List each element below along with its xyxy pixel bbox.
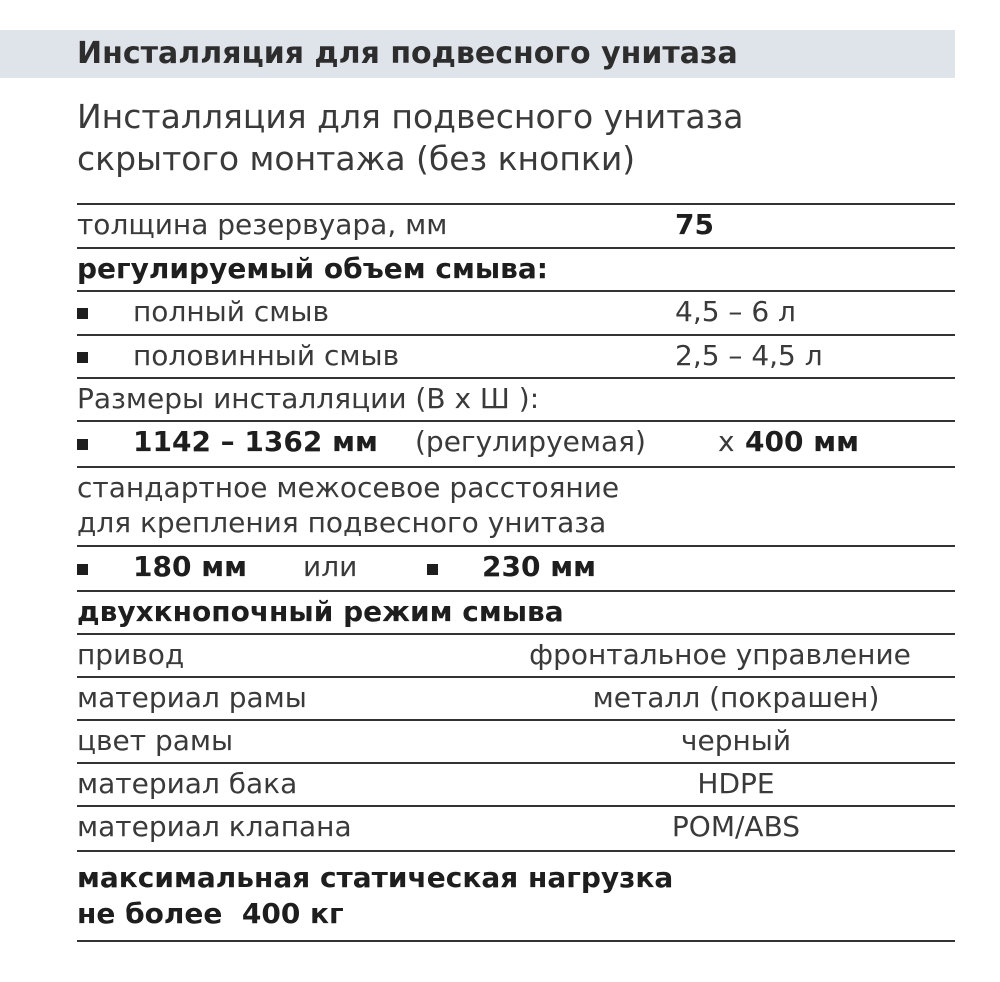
divider: [77, 590, 955, 592]
divider: [77, 545, 955, 547]
axis-distance-line-2: для крепления подвесного унитаза: [77, 506, 607, 539]
spec-value: POM/ABS: [671, 810, 801, 843]
half-flush-value: 2,5 – 4,5 л: [675, 339, 823, 372]
axis-option-230: 230 мм: [482, 550, 596, 583]
divider: [77, 762, 955, 764]
spec-value: HDPE: [697, 767, 775, 800]
dual-flush-heading: двухкнопочный режим смыва: [77, 595, 564, 628]
spec-label: материал клапана: [77, 810, 352, 843]
bullet-icon: [77, 564, 88, 575]
divider: [77, 676, 955, 678]
divider: [77, 203, 955, 205]
flush-volume-heading: регулируемый объем смыва:: [77, 252, 548, 285]
subtitle-line-2: скрытого монтажа (без кнопки): [77, 139, 636, 178]
axis-option-180: 180 мм: [133, 550, 247, 583]
subtitle-line-1: Инсталляция для подвесного унитаза: [77, 97, 744, 136]
dimensions-times: х: [718, 425, 735, 458]
axis-distance-line-1: стандартное межосевое расстояние: [77, 471, 620, 504]
divider: [77, 633, 955, 635]
divider: [77, 940, 955, 942]
header-bar: [0, 30, 955, 78]
divider: [77, 719, 955, 721]
divider: [77, 377, 955, 379]
product-description: [77, 96, 743, 180]
half-flush-label: половинный смыв: [133, 339, 400, 372]
divider: [77, 247, 955, 249]
page-title: Инсталляция для подвесного унитаза: [77, 36, 738, 71]
bullet-icon: [77, 308, 88, 319]
divider: [77, 334, 955, 336]
divider: [77, 805, 955, 807]
spec-label: материал бака: [77, 767, 298, 800]
spec-label: привод: [77, 638, 185, 671]
axis-or: или: [303, 550, 358, 583]
divider: [77, 850, 955, 852]
spec-label: цвет рамы: [77, 724, 234, 757]
full-flush-label: полный смыв: [133, 295, 329, 328]
dimensions-height: 1142 – 1362 мм: [133, 425, 378, 458]
divider: [77, 466, 955, 468]
bullet-icon: [77, 352, 88, 363]
bullet-icon: [77, 439, 88, 450]
spec-label: материал рамы: [77, 681, 307, 714]
spec-value: металл (покрашен): [592, 681, 880, 714]
spec-value: черный: [680, 724, 792, 757]
dimensions-adjustable: (регулируемая): [415, 425, 646, 458]
tank-thickness-label: толщина резервуара, мм: [77, 208, 448, 241]
max-load-line-1: максимальная статическая нагрузка: [77, 861, 674, 894]
tank-thickness-value: 75: [675, 208, 714, 241]
dimensions-label: Размеры инсталляции (В х Ш ):: [77, 382, 540, 415]
dimensions-width: 400 мм: [745, 425, 859, 458]
divider: [77, 290, 955, 292]
spec-value: фронтальное управление: [529, 638, 911, 671]
divider: [77, 420, 955, 422]
max-load-line-2: не более 400 кг: [77, 897, 344, 930]
bullet-icon: [427, 564, 438, 575]
full-flush-value: 4,5 – 6 л: [675, 295, 796, 328]
